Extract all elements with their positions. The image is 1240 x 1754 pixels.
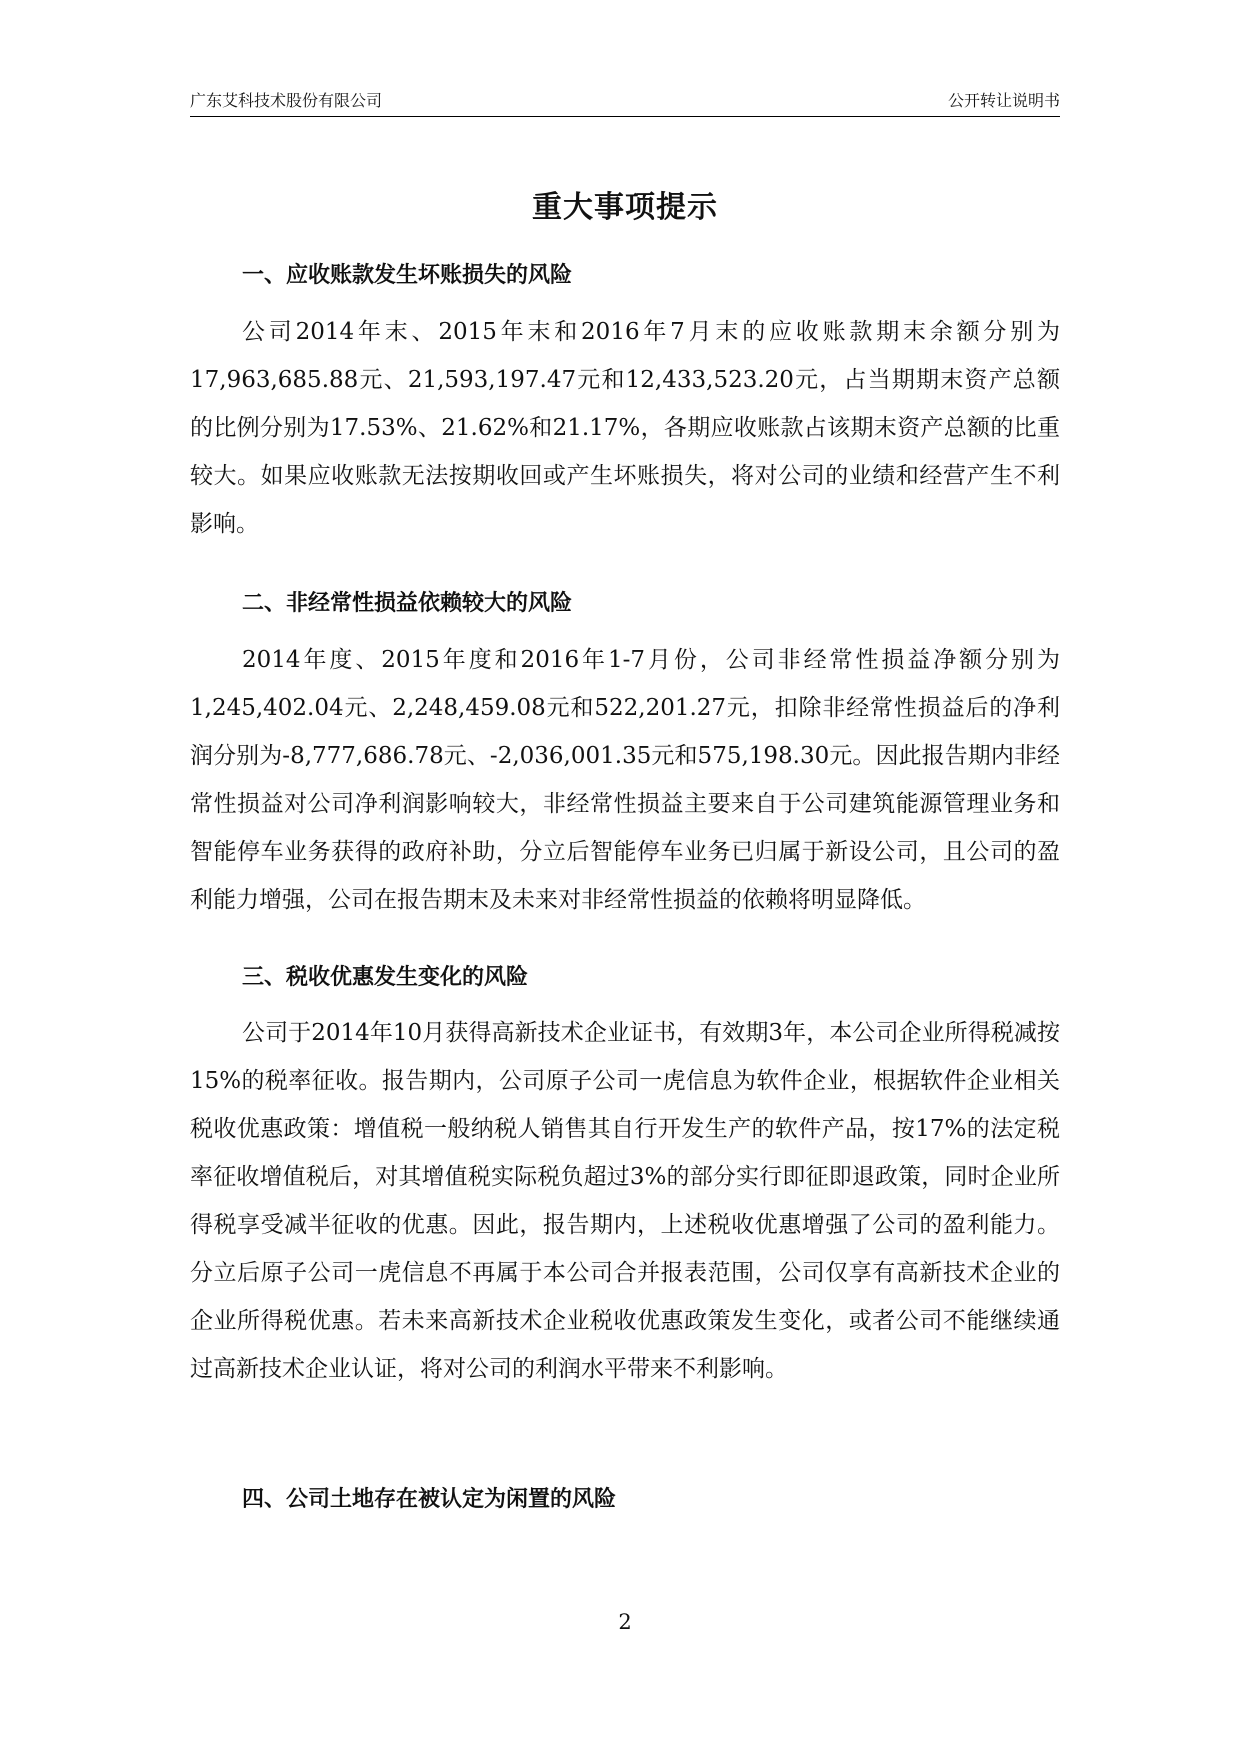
section-body-2: 2014年度、2015年度和2016年1-7月份，公司非经常性损益净额分别为1,245,402.04元、2,248,459.08元和522,201.27元，扣除非经常性损益后的净利润分别为-8,777,686.78元、-2,036,001.35元和575,198.30元。因此报告期内非经常性损益对公司净利润影响较大，非经常性损益主要来自于公司建筑能源管理业务和智能停车业务获得的政府补助，分立后智能停车业务已归属于新设公司，且公司的盈利能力增强，公司在报告期末及未来对非经常性损益的依赖将明显降低。 — [190, 647, 1060, 913]
header-document-type: 公开转让说明书 — [947, 91, 1060, 110]
header-company-name: 广东艾科技术股份有限公司 — [190, 91, 383, 110]
header-divider — [190, 116, 1060, 117]
page-number: 2 — [618, 1610, 632, 1634]
section-heading-1: 一、应收账款发生坏账损失的风险 — [242, 263, 573, 288]
section-heading-3: 三、税收优惠发生变化的风险 — [242, 965, 529, 990]
section-body-3: 公司于2014年10月获得高新技术企业证书，有效期3年，本公司企业所得税减按15%的税率征收。报告期内，公司原子公司一虎信息为软件企业，根据软件企业相关税收优惠政策：增值税一般纳税人销售其自行开发生产的软件产品，按17%的法定税率征收增值税后，对其增值税实际税负超过3%的部分实行即征即退政策，同时企业所得税享受减半征收的优惠。因此，报告期内，上述税收优惠增强了公司的盈利能力。分立后原子公司一虎信息不再属于本公司合并报表范围，公司仅享有高新技术企业的企业所得税优惠。若未来高新技术企业税收优惠政策发生变化，或者公司不能继续通过高新技术企业认证，将对公司的利润水平带来不利影响。 — [190, 1020, 1060, 1382]
section-body-1: 公司2014年末、2015年末和2016年7月末的应收账款期末余额分别为17,963,685.88元、21,593,197.47元和12,433,523.20元，占当期期末资产总额的比例分别为17.53%、21.62%和21.17%，各期应收账款占该期末资产总额的比重较大。如果应收账款无法按期收回或产生坏账损失，将对公司的业绩和经营产生不利影响。 — [190, 319, 1060, 537]
section-heading-2: 二、非经常性损益依赖较大的风险 — [242, 591, 573, 616]
page-title: 重大事项提示 — [532, 190, 718, 225]
page-header — [190, 88, 1060, 114]
section-heading-4: 四、公司土地存在被认定为闲置的风险 — [242, 1487, 617, 1512]
